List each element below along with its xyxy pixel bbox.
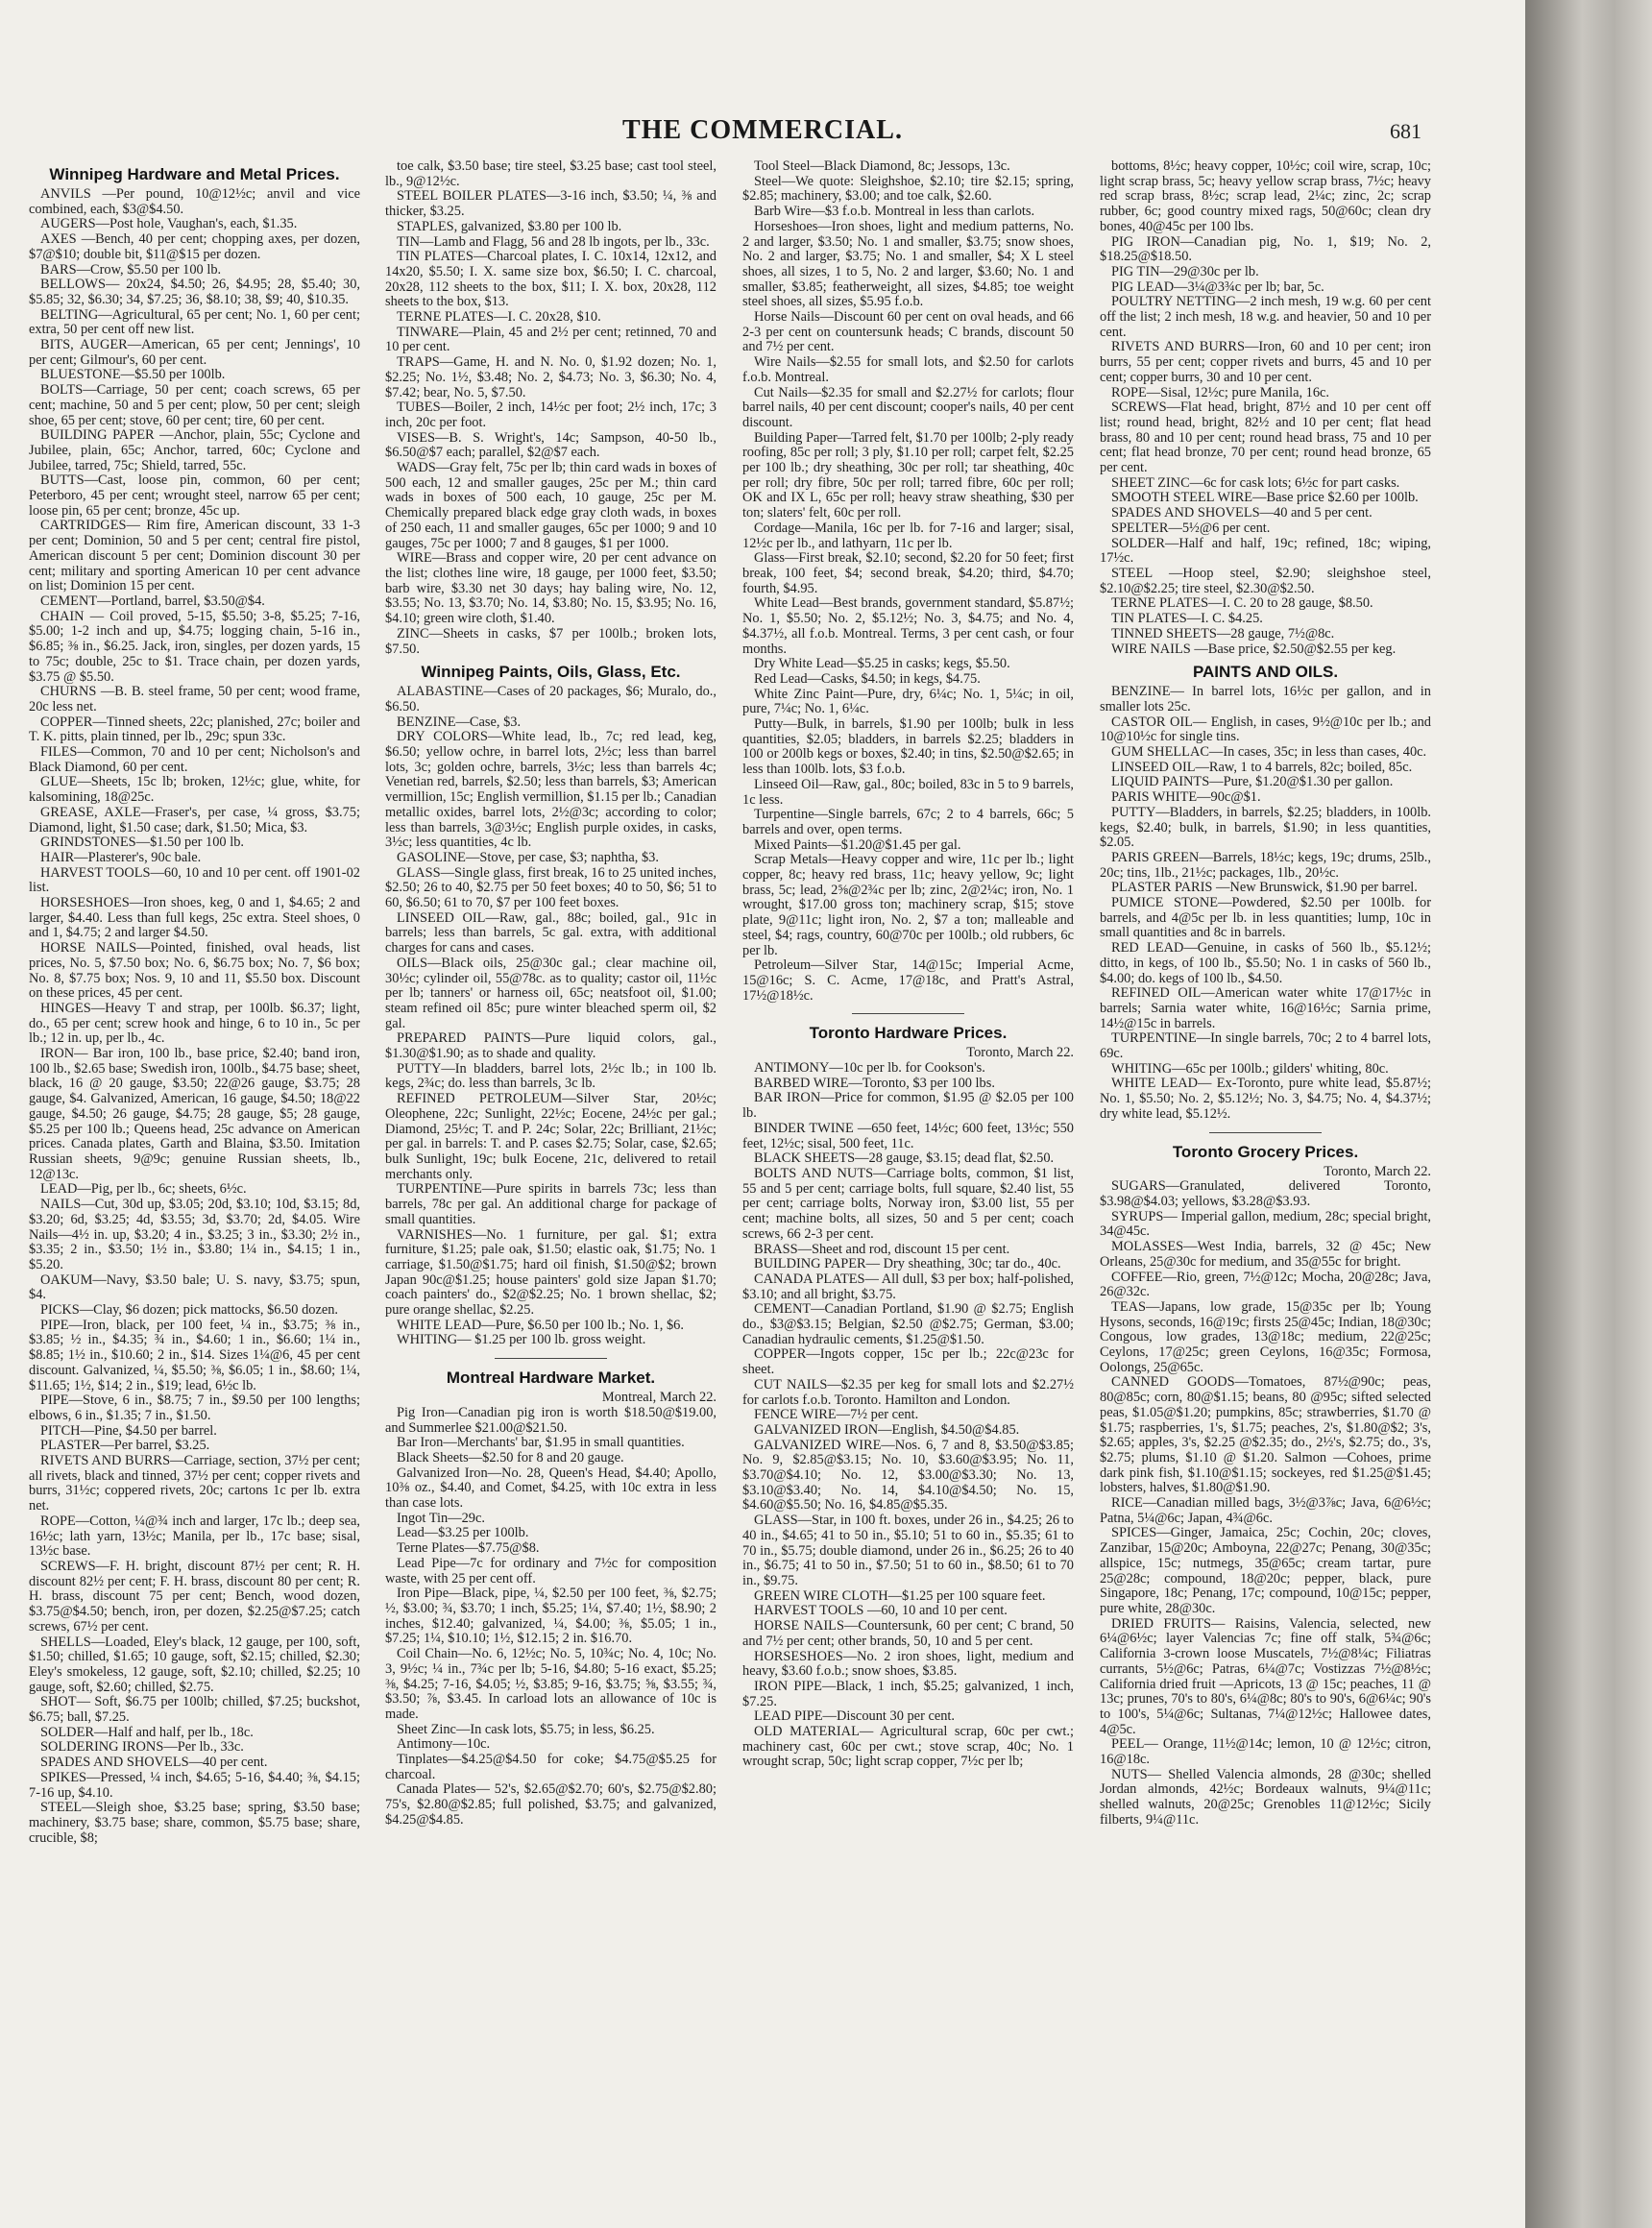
price-entry: WHITE LEAD— Ex-Toronto, pure white lead, $5.87½; No. 1, $5.50; No. 2, $5.12½; No. 3, $4.75; No. 4, $4.37½; dry white lead, $5.12½. bbox=[1100, 1076, 1431, 1122]
price-entry: CANNED GOODS—Tomatoes, 87½@90c; peas, 80@85c; corn, 80@$1.15; beans, 80 @95c; sifted selected peas, $1.05@$1.20; pumpkins, 85c; strawberries, $1.70 @ $1.75; raspberries, 1's, $1.75; peaches, 2's, $1.80@$2; 3's, $2.65; apples, 3's, $2.25 @$2.35; do., 2½'s, $2.75; do., 3's, $2.75; plums, $1.10 @ $1.20. Salmon —Cohoes, prime dark pink fish, $1.10@$1.15; sockeyes, red $1.25@$1.45; lobsters, halves, $1.80@$1.90. bbox=[1100, 1374, 1431, 1496]
price-entry: HAIR—Plasterer's, 90c bale. bbox=[40, 849, 202, 865]
price-entry: Tool Steel—Black Diamond, 8c; Jessops, 13c. bbox=[754, 159, 1010, 174]
price-entry: ROPE—Cotton, ¼@¾ inch and larger, 17c lb.; deep sea, 16½c; lath yarn, 13½c; Manila, per lb., 17c base; sisal, 13½c base. bbox=[29, 1513, 360, 1560]
price-entry: BAR IRON—Price for common, $1.95 @ $2.05 per 100 lb. bbox=[742, 1090, 1074, 1122]
price-entry: Lead—$3.25 per 100lb. bbox=[397, 1525, 529, 1541]
price-entry: HORSE NAILS—Pointed, finished, oval heads, list prices, No. 5, $7.50 box; No. 6, $6.75 box; No. 7, $6 box; No. 8, $7.75 box; Nos. 9, 10 and 11, $5.50 box. Discount on these prices, 45 per cent. bbox=[29, 940, 360, 1002]
price-entry: Scrap Metals—Heavy copper and wire, 11c per lb.; light copper, 8c; heavy red brass, 11c; heavy yellow, 9c; light brass, 5c; lead, 2⅝@2¾c per lb; zinc, 2@2¼c; iron, No. 1 wrought, $17.00 gross ton; machinery scrap, $15; stove plate, 9@11c; light iron, No. 2, $7 a ton; malleable and steel, $4; rags, country, 60@70c per 100lb.; old rubbers, 6c per lb. bbox=[742, 852, 1074, 958]
section-heading: PAINTS AND OILS. bbox=[1192, 663, 1339, 682]
price-entry: TRAPS—Game, H. and N. No. 0, $1.92 dozen; No. 1, $2.25; No. 1½, $3.48; No. 2, $4.73; No. 3, $6.30; No. 4, $7.42; bear, No. 5, $7.50. bbox=[385, 354, 717, 400]
price-entry: RIVETS AND BURRS—Carriage, section, 37½ per cent; all rivets, black and tinned, 37½ per cent; copper rivets and burrs, 31½c; coppered rivets, 20c; cartons 1c per lb. extra net. bbox=[29, 1453, 360, 1514]
dateline: Montreal, March 22. bbox=[601, 1390, 717, 1406]
price-entry: GLASS—Star, in 100 ft. boxes, under 26 in., $4.25; 26 to 40 in., $4.65; 41 to 50 in., $5.10; 51 to 60 in., $5.35; 61 to 70 in., $5.75; double diamond, under 26 in., $6.25; 26 to 40 in., $6.75; 41 to 50 in., $7.50; 51 to 60 in., $8.50; 61 to 70 in., $9.75. bbox=[742, 1513, 1074, 1588]
price-entry: PARIS WHITE—90c@$1. bbox=[1111, 789, 1261, 806]
price-entry: DRIED FRUITS— Raisins, Valencia, selected, new 6¼@6½c; layer Valencias 7c; fine off stalk, 5¾@6c; California 3-crown loose Muscatels, 7½@8¼c; Filiatras currants, 5½@6c; Patras, 6¼@7c; Vostizzas 7½@8½c; California dried fruit —Apricots, 13 @ 15c; peaches, 11 @ 13c; prunes, 70's to 80's, 6¼@8c; 80's to 90's, 6@6¼c; 90's to 100's, 5¼@6c; Sultanas, 7¼@12½c; Hallowee dates, 4@5c. bbox=[1100, 1615, 1431, 1737]
price-entry: toe calk, $3.50 base; tire steel, $3.25 base; cast tool steel, lb., 9@12½c. bbox=[385, 159, 717, 189]
price-entry: FENCE WIRE—7½ per cent. bbox=[754, 1407, 919, 1423]
price-entry: Galvanized Iron—No. 28, Queen's Head, $4.40; Apollo, 10⅜ oz., $4.40, and Comet, $4.25, with 10c extra in less than case lots. bbox=[385, 1465, 717, 1512]
section-divider bbox=[495, 1358, 607, 1359]
price-entry: OAKUM—Navy, $3.50 bale; U. S. navy, $3.75; spun, $4. bbox=[29, 1271, 360, 1303]
price-entry: STEEL—Sleigh shoe, $3.25 base; spring, $3.50 base; machinery, $3.75 base; share, common, $5.75 base; share, crucible, $8; bbox=[29, 1800, 360, 1846]
price-entry: Cordage—Manila, 16c per lb. for 7-16 and larger; sisal, 12½c per lb., and lathyarn, 11c per lb. bbox=[742, 520, 1074, 551]
price-entry: IRON— Bar iron, 100 lb., base price, $2.40; band iron, 100 lb., $2.65 base; Swedish iron, 100lb., $4.75 base; sheet, black, 16 @ 20 gauge, $3.50; 22@26 gauge, $3.75; 28 gauge, $4. Galvanized, American, 16 gauge, $4.50; 18@22 gauge, $4.50; 26 gauge, $4.75; 28 gauge, $5; 28 gauge, $5.25 per 100 lb.; Queens head, 25c advance on American prices. Canada plates, Garth and Blaina, $3.50. Imitation Russian sheets, 9@9c; genuine Russian sheets, lb., 12@13c. bbox=[29, 1046, 360, 1182]
dateline: Toronto, March 22. bbox=[1324, 1163, 1431, 1179]
price-entry: Coil Chain—No. 6, 12½c; No. 5, 10¾c; No. 4, 10c; No. 3, 9½c; ¼ in., 7¾c per lb; 5-16, $4.80; 5-16 exact, $5.25; ⅜, $4.25; 7-16, $4.05; ½, $3.85; 9-16, $3.75; ⅝, $3.55; ¾, $3.50; ⅞, $3.45. In carload lots an allowance of 10c is made. bbox=[385, 1646, 717, 1722]
price-entry: BENZINE— In barrel lots, 16½c per gallon, and in smaller lots 25c. bbox=[1100, 684, 1431, 714]
price-entry: SYRUPS— Imperial gallon, medium, 28c; special bright, 34@45c. bbox=[1100, 1208, 1431, 1240]
price-entry: HORSESHOES—Iron shoes, keg, 0 and 1, $4.65; 2 and larger, $4.40. Less than full kegs, 25c extra. Steel shoes, 0 and 1, $4.75; 2 and larger $4.50. bbox=[29, 895, 360, 941]
price-entry: TIN PLATES—I. C. $4.25. bbox=[1111, 611, 1263, 627]
price-entry: DRY COLORS—White lead, lb., 7c; red lead, keg, $6.50; yellow ochre, in barrel lots, 2½c; less than barrel lots, 3c; golden ochre, barrels, 3½c; less than barrels 4c; Venetian red, barrels, $2.50; less than barrels, $3; American vermillion, 15c; English vermillion, $1.15 per lb.; Canadian metallic oxides, barrel lots, 2½@3c; according to color; less than barrels, 3@3½c; English purple oxides, in casks, 3½c; less quantities, 4c lb. bbox=[385, 729, 717, 851]
price-entry: Bar Iron—Merchants' bar, $1.95 in small quantities. bbox=[397, 1435, 685, 1451]
price-entry: PIPE—Iron, black, per 100 feet, ¼ in., $3.75; ⅜ in., $3.85; ½ in., $4.35; ¾ in., $4.60; 1 in., $6.60; 1¼ in., $8.85; 1½ in., $10.60; 2 in., $14. Sizes 1¼@6, 45 per cent discount. Galvanized, ¼, $5.50; ⅜, $6.05; 1 in., $8.60; 1¼, $11.65; 1½, $14; 2 in., $19; lead, 6½c lb. bbox=[29, 1317, 360, 1393]
price-entry: PUMICE STONE—Powdered, $2.50 per 100lb. for barrels, and 4@5c per lb. in less quantities; lump, 10c in small quantities and 8c in barrels. bbox=[1100, 895, 1431, 941]
price-entry: POULTRY NETTING—2 inch mesh, 19 w.g. 60 per cent off the list; 2 inch mesh, 18 w.g. and heavier, 50 and 10 per cent. bbox=[1100, 294, 1431, 340]
price-entry: SUGARS—Granulated, delivered Toronto, $3.98@$4.03; yellows, $3.28@$3.93. bbox=[1100, 1178, 1431, 1209]
price-entry: SPIKES—Pressed, ¼ inch, $4.65; 5-16, $4.40; ⅜, $4.15; 7-16 up, $4.10. bbox=[29, 1769, 360, 1801]
price-entry: Dry White Lead—$5.25 in casks; kegs, $5.50. bbox=[754, 656, 1010, 672]
price-entry: Mixed Paints—$1.20@$1.45 per gal. bbox=[754, 836, 961, 853]
price-entry: GREASE, AXLE—Fraser's, per case, ¼ gross, $3.75; Diamond, light, $1.50 case; dark, $1.50; Mica, $3. bbox=[29, 804, 360, 836]
price-entry: CHURNS —B. B. steel frame, 50 per cent; wood frame, 20c less net. bbox=[29, 684, 360, 714]
price-entry: White Zinc Paint—Pure, dry, 6¼c; No. 1, 5¼c; in oil, pure, 7¼c; No. 1, 6¼c. bbox=[742, 686, 1074, 717]
price-entry: SCREWS—Flat head, bright, 87½ and 10 per cent off list; round head, bright, 82½ and 10 per cent; flat head brass, 80 and 10 per cent; round head brass, 75 and 10 per cent; flat head bronze, 70 per cent; round head bronze, 65 per cent. bbox=[1100, 400, 1431, 476]
price-entry: CHAIN — Coil proved, 5-15, $5.50; 3-8, $5.25; 7-16, $5.00; 1-2 inch and up, $4.75; logging chain, 5-16 in., $6.85; ⅜ in., $6.25. Jack, iron, singles, per dozen yards, 15 to 75c; double, 25c to $1. Trace chain, per dozen yards, $3.75 @ $5.50. bbox=[29, 608, 360, 685]
price-entry: WHITE LEAD—Pure, $6.50 per 100 lb.; No. 1, $6. bbox=[397, 1317, 684, 1333]
price-entry: GALVANIZED IRON—English, $4.50@$4.85. bbox=[754, 1421, 1020, 1438]
price-entry: Canada Plates— 52's, $2.65@$2.70; 60's, $2.75@$2.80; 75's, $2.80@$2.85; full polished, $3.75; and galvanized, $4.25@$4.85. bbox=[385, 1781, 717, 1828]
price-entry: COPPER—Ingots copper, 15c per lb.; 22c@23c for sheet. bbox=[742, 1346, 1074, 1378]
price-entry: Sheet Zinc—In cask lots, $5.75; in less, $6.25. bbox=[397, 1721, 655, 1737]
price-entry: TERNE PLATES—I. C. 20x28, $10. bbox=[397, 309, 601, 326]
price-entry: PIG LEAD—3¼@3¾c per lb; bar, 5c. bbox=[1111, 278, 1324, 295]
price-entry: SPELTER—5½@6 per cent. bbox=[1111, 520, 1271, 536]
price-entry: PITCH—Pine, $4.50 per barrel. bbox=[40, 1422, 217, 1439]
price-entry: TERNE PLATES—I. C. 20 to 28 gauge, $8.50. bbox=[1111, 595, 1373, 612]
price-entry: TIN—Lamb and Flagg, 56 and 28 lb ingots, per lb., 33c. bbox=[397, 233, 710, 250]
price-entry: Building Paper—Tarred felt, $1.70 per 100lb; 2-ply ready roofing, 85c per roll; 3 ply, $1.10 per roll; carpet felt, $2.25 per 100 lb.; dry sheathing, 30c per roll; tar sheathing, 40c per roll; dry fibre, 50c per roll; tarred fibre, 60c per roll; OK and IX L, 65c per roll; heavy straw sheathing, $30 per ton; slaters' felt, 60c per roll. bbox=[742, 429, 1074, 521]
price-entry: ANVILS —Per pound, 10@12½c; anvil and vice combined, each, $3@$4.50. bbox=[29, 186, 360, 217]
price-entry: Lead Pipe—7c for ordinary and 7½c for composition waste, with 25 per cent off. bbox=[385, 1555, 717, 1586]
price-entry: STAPLES, galvanized, $3.80 per 100 lb. bbox=[397, 218, 622, 234]
column-4 bbox=[1100, 159, 1431, 2210]
price-entry: Putty—Bulk, in barrels, $1.90 per 100lb; bulk in less quantities, $2.05; bladders, in barrels $2.25; bladders in 100 or 200lb kegs or boxes, $2.40; in tins, $2.50@$2.65; in less than 100lb. lots, $3 f.o.b. bbox=[742, 716, 1074, 778]
section-heading: Montreal Hardware Market. bbox=[446, 1368, 656, 1388]
price-entry: TUBES—Boiler, 2 inch, 14½c per foot; 2½ inch, 17c; 3 inch, 20c per foot. bbox=[385, 400, 717, 430]
price-entry: HORSESHOES—No. 2 iron shoes, light, medium and heavy, $3.60 f.o.b.; snow shoes, $3.85. bbox=[742, 1648, 1074, 1680]
price-entry: Turpentine—Single barrels, 67c; 2 to 4 barrels, 66c; 5 barrels and over, open terms. bbox=[742, 807, 1074, 837]
price-entry: BARBED WIRE—Toronto, $3 per 100 lbs. bbox=[754, 1075, 995, 1091]
price-entry: SHEET ZINC—6c for cask lots; 6½c for part casks. bbox=[1111, 474, 1400, 491]
price-entry: LINSEED OIL—Raw, gal., 88c; boiled, gal., 91c in barrels; less than barrels, 5c gal. extra, with additional charges for cans and cases. bbox=[385, 909, 717, 957]
price-entry: OLD MATERIAL— Agricultural scrap, 60c per cwt.; machinery cast, 60c per cwt.; stove scrap, 40c; No. 1 wrought scrap, 50c; light scrap copper, 7½c per lb; bbox=[742, 1724, 1074, 1770]
price-entry: Tinplates—$4.25@$4.50 for coke; $4.75@$5.25 for charcoal. bbox=[385, 1752, 717, 1782]
price-entry: ALABASTINE—Cases of 20 packages, $6; Muralo, do., $6.50. bbox=[385, 684, 717, 714]
price-entry: COFFEE—Rio, green, 7½@12c; Mocha, 20@28c; Java, 26@32c. bbox=[1100, 1269, 1431, 1300]
price-entry: BARS—Crow, $5.50 per 100 lb. bbox=[40, 261, 222, 278]
price-entry: Black Sheets—$2.50 for 8 and 20 gauge. bbox=[397, 1449, 624, 1465]
price-entry: BINDER TWINE —650 feet, 14½c; 600 feet, 13½c; 550 feet, 12½c; sisal, 500 feet, 11c. bbox=[742, 1120, 1074, 1151]
price-entry: SOLDERING IRONS—Per lb., 33c. bbox=[40, 1739, 244, 1756]
price-entry: SOLDER—Half and half, 19c; refined, 18c; wiping, 17½c. bbox=[1100, 535, 1431, 567]
price-entry: BELLOWS— 20x24, $4.50; 26, $4.95; 28, $5.40; 30, $5.85; 32, $6.30; 34, $7.25; 36, $8.10; 38, $9; 40, $10.35. bbox=[29, 277, 360, 307]
section-heading: Toronto Grocery Prices. bbox=[1172, 1142, 1359, 1161]
price-entry: RED LEAD—Genuine, in casks of 560 lb., $5.12½; ditto, in kegs, of 100 lb., $5.50; No. 1 in casks of 560 lb., $4.00; do. kegs of 100 lb., $4.50. bbox=[1100, 940, 1431, 986]
price-entry: BOLTS AND NUTS—Carriage bolts, common, $1 list, 55 and 5 per cent; carriage bolts, full square, $2.40 list, 55 per cent; carriage bolts, Norway iron, $3.00 list, 55 per cent; machine bolts, all sizes, 50 and 5 per cent; coach screws, 66 2-3 per cent. bbox=[742, 1166, 1074, 1242]
price-entry: Wire Nails—$2.55 for small lots, and $2.50 for carlots f.o.b. Montreal. bbox=[742, 354, 1074, 385]
price-entry: WIRE NAILS —Base price, $2.50@$2.55 per keg. bbox=[1111, 641, 1397, 657]
price-entry: PLASTER PARIS —New Brunswick, $1.90 per barrel. bbox=[1111, 880, 1418, 896]
price-entry: WADS—Gray felt, 75c per lb; thin card wads in boxes of 500 each, 12 and smaller gauges, 25c per M.; thin card wads in boxes of 500 each, 10 gauge, 25c per M. Chemically prepared black edge gray cloth wads, in boxes of 250 each, 11 and smaller gauges, 65c per 1000; 9 and 10 gauges, 75c per 1000; 7 and 8 gauges, $1 per 1000. bbox=[385, 460, 717, 551]
price-entry: Ingot Tin—29c. bbox=[397, 1510, 485, 1526]
price-entry: TURPENTINE—Pure spirits in barrels 73c; less than barrels, 78c per gal. An additional charge for package of small quantities. bbox=[385, 1181, 717, 1227]
price-entry: ROPE—Sisal, 12½c; pure Manila, 16c. bbox=[1111, 384, 1330, 400]
price-entry: LEAD—Pig, per lb., 6c; sheets, 6½c. bbox=[40, 1181, 247, 1198]
price-entry: GUM SHELLAC—In cases, 35c; in less than cases, 40c. bbox=[1111, 744, 1427, 761]
price-entry: BRASS—Sheet and rod, discount 15 per cent. bbox=[754, 1241, 1010, 1257]
price-entry: HARVEST TOOLS —60, 10 and 10 per cent. bbox=[754, 1603, 1008, 1619]
price-entry: Horseshoes—Iron shoes, light and medium patterns, No. 2 and larger, $3.50; No. 1 and smaller, $3.75; snow shoes, No. 2 and larger, $3.75; No. 1 and smaller, $4; X L steel shoes, all sizes, 1 to 5, No. 2 and larger, $3.60; No. 1 and smaller, $3.85; featherweight, all sizes, $4.85; toe weight steel shoes, all sizes, $5.95 f.o.b. bbox=[742, 218, 1074, 310]
section-divider bbox=[1209, 1132, 1322, 1133]
price-entry: TINWARE—Plain, 45 and 2½ per cent; retinned, 70 and 10 per cent. bbox=[385, 324, 717, 355]
column-2 bbox=[385, 159, 717, 2210]
price-entry: OILS—Black oils, 25@30c gal.; clear machine oil, 30½c; cylinder oil, 55@78c. as to quality; castor oil, 11½c per lb; tanners' or harness oil, 65c; neatsfoot oil, $1.00; steam refined oil 85c; pure winter bleached sperm oil, $2 gal. bbox=[385, 955, 717, 1031]
page-header bbox=[0, 115, 1525, 154]
price-entry: Linseed Oil—Raw, gal., 80c; boiled, 83c in 5 to 9 barrels, 1c less. bbox=[742, 776, 1074, 808]
price-entry: FILES—Common, 70 and 10 per cent; Nicholson's and Black Diamond, 60 per cent. bbox=[29, 744, 360, 775]
price-entry: RICE—Canadian milled bags, 3½@3⅞c; Java, 6@6½c; Patna, 5¼@6c; Japan, 4¾@6c. bbox=[1100, 1495, 1431, 1526]
price-entry: PEEL— Orange, 11½@14c; lemon, 10 @ 12½c; citron, 16@18c. bbox=[1100, 1736, 1431, 1768]
price-entry: PUTTY—Bladders, in barrels, $2.25; bladders, in 100lb. kegs, $2.40; bulk, in barrels, $1.90; in less quantities, $2.05. bbox=[1100, 804, 1431, 851]
section-divider bbox=[852, 1013, 964, 1014]
price-entry: GREEN WIRE CLOTH—$1.25 per 100 square feet. bbox=[754, 1587, 1046, 1604]
price-entry: White Lead—Best brands, government standard, $5.87½; No. 1, $5.50; No. 2, $5.12½; No. 3, $4.75; and No. 4, $4.37½, all f.o.b. Montreal. Terms, 3 per cent cash, or four months. bbox=[742, 595, 1074, 657]
price-entry: GLASS—Single glass, first break, 16 to 25 united inches, $2.50; 26 to 40, $2.75 per 50 feet boxes; 40 to 50, $6; 51 to 60, $6.50; 61 to 70, $7 per 100 feet boxes. bbox=[385, 864, 717, 911]
price-entry: WHITING— $1.25 per 100 lb. gross weight. bbox=[397, 1332, 646, 1348]
price-entry: HARVEST TOOLS—60, 10 and 10 per cent. off 1901-02 list. bbox=[29, 864, 360, 896]
price-entry: SMOOTH STEEL WIRE—Base price $2.60 per 100lb. bbox=[1111, 490, 1419, 506]
price-entry: Barb Wire—$3 f.o.b. Montreal in less than carlots. bbox=[754, 204, 1035, 220]
price-entry: PIG IRON—Canadian pig, No. 1, $19; No. 2, $18.25@$18.50. bbox=[1100, 233, 1431, 265]
price-entry: Red Lead—Casks, $4.50; in kegs, $4.75. bbox=[754, 670, 981, 687]
price-entry: GASOLINE—Stove, per case, $3; naphtha, $3. bbox=[397, 849, 659, 865]
price-entry: REFINED OIL—American water white 17@17½c in barrels; Sarnia water white, 16@16½c; Sarnia prime, 14½@15c in barrels. bbox=[1100, 985, 1431, 1031]
price-entry: LINSEED OIL—Raw, 1 to 4 barrels, 82c; boiled, 85c. bbox=[1111, 759, 1413, 775]
price-entry: SPADES AND SHOVELS—40 and 5 per cent. bbox=[1111, 505, 1373, 521]
price-entry: PLASTER—Per barrel, $3.25. bbox=[40, 1438, 210, 1454]
price-entry: VISES—B. S. Wright's, 14c; Sampson, 40-50 lb., $6.50@$7 each; parallel, $2@$7 each. bbox=[385, 429, 717, 461]
price-entry: PICKS—Clay, $6 dozen; pick mattocks, $6.50 dozen. bbox=[40, 1302, 339, 1319]
price-entry: Glass—First break, $2.10; second, $2.20 for 50 feet; first break, 100 feet, $4; second break, $4.20; third, $4.70; fourth, $4.95. bbox=[742, 550, 1074, 596]
price-entry: Petroleum—Silver Star, 14@15c; Imperial Acme, 15@16c; S. C. Acme, 17@18c, and Pratt's Astral, 17½@18½c. bbox=[742, 957, 1074, 1004]
price-entry: AXES —Bench, 40 per cent; chopping axes, per dozen, $7@$10; double bit, $11@$15 per dozen. bbox=[29, 231, 360, 262]
price-entry: TURPENTINE—In single barrels, 70c; 2 to 4 barrel lots, 69c. bbox=[1100, 1030, 1431, 1062]
price-entry: WIRE—Brass and copper wire, 20 per cent advance on the list; clothes line wire, 18 gauge, per 1000 feet, $3.50; barb wire, $3.30 net 30 days; hay baling wire, No. 12, $3.55; No. 13, $3.70; No. 14, $3.80; No. 15, $3.95; No. 16, $4.10; green wire cloth, $1.40. bbox=[385, 550, 717, 627]
publication-title: THE COMMERCIAL. bbox=[622, 115, 903, 145]
price-entry: bottoms, 8½c; heavy copper, 10½c; coil wire, scrap, 10c; light scrap brass, 5c; heavy yellow scrap brass, 7½c; heavy red scrap brass, 8½c; scrap lead, 2¼c; zinc, 2c; scrap rubber, 6c; good country mixed rags, 50@60c; clean dry bones, 40@45c per 100 lbs. bbox=[1100, 159, 1431, 234]
price-entry: CANADA PLATES— All dull, $3 per box; half-polished, $3.10; and all bright, $3.75. bbox=[742, 1271, 1074, 1302]
section-heading: Winnipeg Hardware and Metal Prices. bbox=[49, 165, 340, 183]
price-entry: BITS, AUGER—American, 65 per cent; Jennings', 10 per cent; Gilmour's, 60 per cent. bbox=[29, 337, 360, 368]
price-entry: TEAS—Japans, low grade, 15@35c per lb; Young Hysons, seconds, 16@19c; firsts 25@45c; Indian, 18@30c; Congous, low grades, 13@18c; medium, 22@25c; Ceylons, 17@25c; green Ceylons, 16@35c; Formosa, Oolongs, 25@65c. bbox=[1100, 1298, 1431, 1375]
column-3 bbox=[742, 159, 1074, 2210]
price-entry: BLACK SHEETS—28 gauge, $3.15; dead flat, $2.50. bbox=[754, 1150, 1055, 1167]
price-entry: SCREWS—F. H. bright, discount 87½ per cent; R. H. discount 82½ per cent; F. H. brass, discount 80 per cent; R. H. brass, discount 75 per cent; Bench, wood dozen, $3.75@$4.50; bench, iron, per dozen, $2.25@$7.25; catch screws, 67½ per cent. bbox=[29, 1558, 360, 1635]
price-entry: ANTIMONY—10c per lb. for Cookson's. bbox=[754, 1060, 985, 1077]
price-entry: BLUESTONE—$5.50 per 100lb. bbox=[40, 367, 226, 383]
price-entry: CUT NAILS—$2.35 per keg for small lots and $2.27½ for carlots f.o.b. Toronto. Hamilton and London. bbox=[742, 1376, 1074, 1408]
price-entry: CEMENT—Portland, barrel, $3.50@$4. bbox=[40, 593, 265, 609]
price-entry: Steel—We quote: Sleighshoe, $2.10; tire $2.15; spring, $2.85; machinery, $3.00; and toe calk, $2.60. bbox=[742, 173, 1074, 205]
price-entry: GALVANIZED WIRE—Nos. 6, 7 and 8, $3.50@$3.85; No. 9, $2.85@$3.15; No. 10, $3.60@$3.95; No. 11, $3.70@$4.10; No. 12, $3.00@$3.30; No. 13, $3.10@$3.40; No. 14, $4.10@$4.50; No. 15, $4.60@$5.50; No. 16, $4.85@$5.35. bbox=[742, 1437, 1074, 1514]
price-entry: BUILDING PAPER —Anchor, plain, 55c; Cyclone and Jubilee, plain, 65c; Anchor, tarred, 60c; Cyclone and Jubilee, tarred, 75c; Shield, tarred, 55c. bbox=[29, 427, 360, 473]
price-entry: Horse Nails—Discount 60 per cent on oval heads, and 66 2-3 per cent on countersunk heads; C brands, discount 50 and 7½ per cent. bbox=[742, 309, 1074, 355]
dateline: Toronto, March 22. bbox=[966, 1045, 1074, 1061]
price-entry: HINGES—Heavy T and strap, per 100lb. $6.37; light, do., 65 per cent; screw hook and hinge, 6 to 10 in., 5c per lb.; 12 in. up, per lb., 4c. bbox=[29, 1000, 360, 1047]
price-entry: Iron Pipe—Black, pipe, ¼, $2.50 per 100 feet, ⅜, $2.75; ½, $3.00; ¾, $3.70; 1 inch, $5.25; 1¼, $7.40; 1½, $8.90; 2 inches, $12.40; galvanized, ¼, $4.00; ⅜, $5.05; 1 in., $7.25; 1¼, $10.10; 1½, $12.15; 2 in. $16.70. bbox=[385, 1586, 717, 1647]
price-entry: BUTTS—Cast, loose pin, common, 60 per cent; Peterboro, 45 per cent; wrought steel, narrow 65 per cent; loose pin, 65 per cent; bronze, 45c up. bbox=[29, 472, 360, 519]
price-entry: GLUE—Sheets, 15c lb; broken, 12½c; glue, white, for kalsomining, 18@25c. bbox=[29, 774, 360, 806]
price-entry: SHOT— Soft, $6.75 per 100lb; chilled, $7.25; buckshot, $6.75; ball, $7.25. bbox=[29, 1694, 360, 1726]
price-entry: CEMENT—Canadian Portland, $1.90 @ $2.75; English do., $3@$3.15; Belgian, $2.50 @$2.75; German, $3.00; Canadian hydraulic cements, $1.25@$1.50. bbox=[742, 1301, 1074, 1347]
book-binding-edge bbox=[1525, 0, 1652, 2228]
price-entry: GRINDSTONES—$1.50 per 100 lb. bbox=[40, 835, 244, 851]
price-entry: STEEL BOILER PLATES—3-16 inch, $3.50; ¼, ⅜ and thicker, $3.25. bbox=[385, 188, 717, 220]
price-entry: BUILDING PAPER— Dry sheathing, 30c; tar do., 40c. bbox=[754, 1256, 1061, 1272]
price-entry: NAILS—Cut, 30d up, $3.05; 20d, $3.10; 10d, $3.15; 8d, $3.20; 6d, $3.25; 4d, $3.55; 3d, $3.70; 2d, $4.05. Wire Nails—4½ in. up, $3.20; 4 in., $3.25; 3 in., $3.30; 2½ in., $3.35; 2 in., $3.50; 1½ in., $3.80; 1¼ in., $4.15; 1 in., $5.20. bbox=[29, 1197, 360, 1272]
price-entry: STEEL —Hoop steel, $2.90; sleighshoe steel, $2.10@$2.25; tire steel, $2.30@$2.50. bbox=[1100, 565, 1431, 596]
price-entry: IRON PIPE—Black, 1 inch, $5.25; galvanized, 1 inch, $7.25. bbox=[742, 1678, 1074, 1709]
price-entry: PARIS GREEN—Barrels, 18½c; kegs, 19c; drums, 25lb., 20c; tins, 1lb., 21½c; packages, 1lb., 20½c. bbox=[1100, 849, 1431, 881]
price-entry: BOLTS—Carriage, 50 per cent; coach screws, 65 per cent; machine, 50 and 5 per cent; plow, 50 per cent; sleigh shoe, 65 per cent; stove, 60 per cent; tire, 60 per cent. bbox=[29, 382, 360, 428]
price-entry: REFINED PETROLEUM—Silver Star, 20½c; Oleophene, 22c; Sunlight, 22½c; Eocene, 24½c per gal.; Diamond, 25½c; T. and P. 24c; Solar, 22c; Brilliant, 21½c; per gal. in barrels: T. and P. cases $2.75; Solar, case, $2.65; bulk Sunlight, 19c; bulk Eocene, 21c, delivered to retail merchants only. bbox=[385, 1091, 717, 1182]
price-entry: SOLDER—Half and half, per lb., 18c. bbox=[40, 1724, 254, 1740]
price-entry: LIQUID PAINTS—Pure, $1.20@$1.30 per gallon. bbox=[1111, 774, 1394, 790]
price-entry: RIVETS AND BURRS—Iron, 60 and 10 per cent; iron burrs, 55 per cent; copper rivets and burrs, 45 and 10 per cent; copper burrs, 30 and 10 per cent. bbox=[1100, 339, 1431, 385]
price-entry: COPPER—Tinned sheets, 22c; planished, 27c; boiler and T. K. pitts, plain tinned, per lb., 29c; spun 33c. bbox=[29, 714, 360, 745]
price-entry: VARNISHES—No. 1 furniture, per gal. $1; extra furniture, $1.25; pale oak, $1.50; elastic oak, $1.75; No. 1 carriage, $1.50@$1.75; hard oil finish, $1.50@$2; brown Japan 90c@$1.25; house painters' gold size Japan $1.70; coach painters' do., $2@$2.25; No. 1 brown shellac, $2; pure orange shellac, $2.25. bbox=[385, 1226, 717, 1319]
price-entry: Cut Nails—$2.35 for small and $2.27½ for carlots; flour barrel nails, 40 per cent discount; cooper's nails, 40 per cent discount. bbox=[742, 384, 1074, 430]
section-heading: Winnipeg Paints, Oils, Glass, Etc. bbox=[421, 663, 681, 682]
price-entry: TIN PLATES—Charcoal plates, I. C. 10x14, 12x12, and 14x20, $5.50; I. X. same size box, $6.50; I. C. charcoal, 20x28, 112 sheets to the box, $11; I. X. box, 20x28, 112 sheets to the box, $13. bbox=[385, 249, 717, 310]
price-entry: SPADES AND SHOVELS—40 per cent. bbox=[40, 1755, 268, 1771]
price-entry: PIPE—Stove, 6 in., $8.75; 7 in., $9.50 per 100 lengths; elbows, 6 in., $1.35; 7 in., $1.50. bbox=[29, 1392, 360, 1423]
price-entry: Terne Plates—$7.75@$8. bbox=[397, 1540, 540, 1557]
section-heading: Toronto Hardware Prices. bbox=[809, 1024, 1008, 1043]
price-entry: SHELLS—Loaded, Eley's black, 12 gauge, per 100, soft, $1.50; chilled, $1.65; 10 gauge, soft, $2.15; chilled, $2.30; Eley's smokeless, 12 gauge, soft, $2.10; chilled, $2.25; 10 gauge, soft, $2.60; chilled, $2.75. bbox=[29, 1634, 360, 1695]
price-entry: LEAD PIPE—Discount 30 per cent. bbox=[754, 1708, 956, 1725]
price-entry: MOLASSES—West India, barrels, 32 @ 45c; New Orleans, 25@30c for medium, and 35@55c for bright. bbox=[1100, 1239, 1431, 1270]
price-entry: CARTRIDGES— Rim fire, American discount, 33 1-3 per cent; Dominion, 50 and 5 per cent; central fire pistol, American discount 5 per cent; Dominion discount 30 per cent; military and sporting American 10 per cent advance on list; Dominion 15 per cent. bbox=[29, 518, 360, 594]
price-entry: PUTTY—In bladders, barrel lots, 2½c lb.; in 100 lb. kegs, 2¾c; do. less than barrels, 3c lb. bbox=[385, 1060, 717, 1092]
price-entry: ZINC—Sheets in casks, $7 per 100lb.; broken lots, $7.50. bbox=[385, 625, 717, 657]
price-entry: Antimony—10c. bbox=[397, 1736, 491, 1753]
price-entry: BENZINE—Case, $3. bbox=[397, 714, 522, 730]
price-entry: NUTS— Shelled Valencia almonds, 28 @30c; shelled Jordan almonds, 42½c; Bordeaux walnuts, 9¼@11c; shelled walnuts, 20@25c; Grenobles 11@12½c; Sicily filberts, 9¼@11c. bbox=[1100, 1766, 1431, 1828]
price-entry: WHITING—65c per 100lb.; gilders' whiting, 80c. bbox=[1111, 1060, 1389, 1077]
price-entry: Pig Iron—Canadian pig iron is worth $18.50@$19.00, and Summerlee $21.00@$21.50. bbox=[385, 1404, 717, 1436]
price-entry: AUGERS—Post hole, Vaughan's, each, $1.35. bbox=[40, 216, 298, 232]
price-entry: PIG TIN—29@30c per lb. bbox=[1111, 263, 1259, 279]
price-entry: HORSE NAILS—Countersunk, 60 per cent; C brand, 50 and 7½ per cent; other brands, 50, 10 and 5 per cent. bbox=[742, 1618, 1074, 1649]
price-entry: PREPARED PAINTS—Pure liquid colors, gal., $1.30@$1.90; as to shade and quality. bbox=[385, 1030, 717, 1062]
column-1 bbox=[29, 159, 360, 2210]
price-entry: SPICES—Ginger, Jamaica, 25c; Cochin, 20c; cloves, Zanzibar, 15@20c; Amboyna, 22@27c; Penang, 30@35c; allspice, 15c; nutmegs, 35@65c; cream tartar, pure 25@28c; compound, 18@20c; pepper, black, pure Singapore, 18c; Penang, 17c; compound, 10@15c; pepper, pure white, 28@30c. bbox=[1100, 1525, 1431, 1616]
price-entry: BELTING—Agricultural, 65 per cent; No. 1, 60 per cent; extra, 50 per cent off new list. bbox=[29, 306, 360, 338]
price-entry: TINNED SHEETS—28 gauge, 7½@8c. bbox=[1111, 625, 1335, 642]
price-entry: CASTOR OIL— English, in cases, 9½@10c per lb.; and 10@10½c for single tins. bbox=[1100, 714, 1431, 745]
page-number: 681 bbox=[1390, 119, 1421, 143]
